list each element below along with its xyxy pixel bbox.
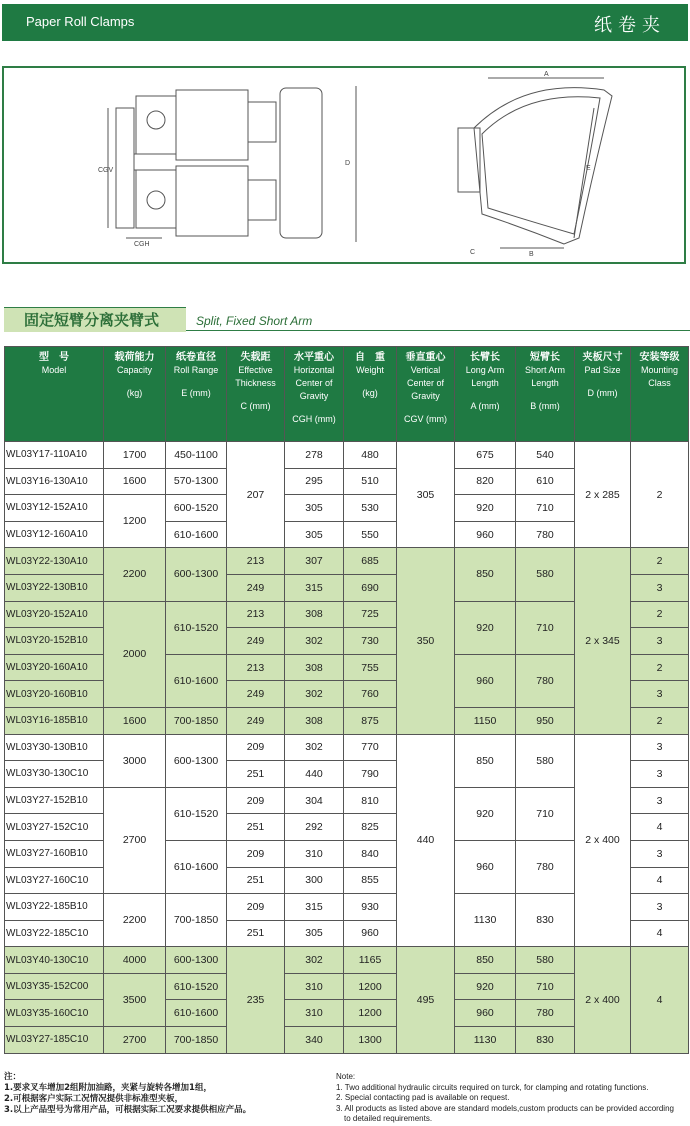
column-header-zh: 短臂长 <box>530 352 560 363</box>
cell-model: WL03Y16-130A10 <box>5 468 104 495</box>
cell-cgh: 300 <box>285 867 344 894</box>
cell-range: 610-1520 <box>166 787 227 840</box>
cell-model: WL03Y22-185B10 <box>5 894 104 921</box>
cell-weight: 930 <box>344 894 397 921</box>
cell-cls: 2 <box>631 442 689 548</box>
cell-capacity: 3500 <box>104 973 166 1026</box>
clamp-drawing-svg <box>4 68 684 262</box>
note-zh-3: 3.以上产品型号为常用产品，可根据实际工况要求提供相应产品。 <box>4 1105 252 1115</box>
cell-range: 610-1520 <box>166 973 227 1000</box>
cell-weight: 685 <box>344 548 397 575</box>
cell-weight: 1200 <box>344 1000 397 1027</box>
cell-model: WL03Y20-152B10 <box>5 628 104 655</box>
cell-model: WL03Y40-130C10 <box>5 947 104 974</box>
cell-cgh: 305 <box>285 521 344 548</box>
column-header-en: Horizontal Center of Gravity <box>293 365 335 401</box>
column-header <box>166 347 227 442</box>
column-header-zh: 纸卷直径 <box>176 352 216 363</box>
cell-model: WL03Y22-130B10 <box>5 574 104 601</box>
cell-b: 780 <box>516 654 575 707</box>
section-title-en: Split, Fixed Short Arm <box>196 314 313 328</box>
cell-cgh: 302 <box>285 734 344 761</box>
cell-cgv: 350 <box>397 548 455 734</box>
cell-cls: 4 <box>631 814 689 841</box>
cell-cgv: 495 <box>397 947 455 1053</box>
cell-c: 249 <box>227 707 285 734</box>
cell-weight: 960 <box>344 920 397 947</box>
cell-capacity: 2000 <box>104 601 166 707</box>
notes-chinese <box>4 1072 251 1116</box>
label-cgh: CGH <box>134 241 150 248</box>
cell-c: 249 <box>227 681 285 708</box>
cell-b: 710 <box>516 787 575 840</box>
cell-model: WL03Y35-160C10 <box>5 1000 104 1027</box>
cell-c: 209 <box>227 840 285 867</box>
cell-pad: 2 x 345 <box>575 548 631 734</box>
cell-a: 960 <box>455 654 516 707</box>
cell-model: WL03Y20-160B10 <box>5 681 104 708</box>
cell-cgh: 302 <box>285 947 344 974</box>
cell-cgv: 440 <box>397 734 455 947</box>
cell-capacity: 4000 <box>104 947 166 974</box>
cell-a: 920 <box>455 495 516 522</box>
cell-model: WL03Y30-130B10 <box>5 734 104 761</box>
cell-cls: 4 <box>631 867 689 894</box>
column-header-zh: 安装等级 <box>639 352 680 363</box>
cell-model: WL03Y20-152A10 <box>5 601 104 628</box>
column-header-en: Pad Size <box>584 365 621 375</box>
cell-b: 780 <box>516 840 575 893</box>
cell-weight: 755 <box>344 654 397 681</box>
column-header-en: Capacity <box>116 365 152 375</box>
cell-model: WL03Y20-160A10 <box>5 654 104 681</box>
cell-capacity: 1200 <box>104 495 166 548</box>
cell-cls: 2 <box>631 548 689 575</box>
cell-weight: 550 <box>344 521 397 548</box>
cell-cgh: 310 <box>285 840 344 867</box>
note-zh-2: 2.可根据客户实际工况情况提供非标准型夹板， <box>4 1094 184 1104</box>
cell-capacity: 3000 <box>104 734 166 787</box>
cell-cls: 4 <box>631 947 689 1053</box>
cell-cls: 4 <box>631 920 689 947</box>
cell-weight: 770 <box>344 734 397 761</box>
cell-weight: 510 <box>344 468 397 495</box>
column-header <box>516 347 575 442</box>
cell-cgh: 308 <box>285 654 344 681</box>
cell-a: 920 <box>455 601 516 654</box>
cell-range: 610-1600 <box>166 654 227 707</box>
cell-model: WL03Y30-130C10 <box>5 761 104 788</box>
cell-range: 610-1600 <box>166 521 227 548</box>
cell-capacity: 2200 <box>104 548 166 601</box>
cell-cgh: 308 <box>285 601 344 628</box>
cell-c: 209 <box>227 787 285 814</box>
cell-weight: 875 <box>344 707 397 734</box>
column-header <box>344 347 397 442</box>
cell-capacity: 2700 <box>104 787 166 893</box>
cell-cgh: 440 <box>285 761 344 788</box>
cell-cls: 2 <box>631 654 689 681</box>
column-header <box>227 347 285 442</box>
cell-cls: 3 <box>631 894 689 921</box>
cell-range: 450-1100 <box>166 442 227 469</box>
cell-weight: 1165 <box>344 947 397 974</box>
cell-cls: 3 <box>631 628 689 655</box>
note-en-1: 1. Two additional hydraulic circuits required on turck, for clamping and rotating functions. <box>336 1082 649 1092</box>
cell-cgh: 307 <box>285 548 344 575</box>
cell-model: WL03Y27-160C10 <box>5 867 104 894</box>
cell-cgh: 310 <box>285 973 344 1000</box>
cell-b: 710 <box>516 973 575 1000</box>
cell-weight: 1200 <box>344 973 397 1000</box>
cell-model: WL03Y17-110A10 <box>5 442 104 469</box>
table-row <box>5 442 689 469</box>
cell-a: 1130 <box>455 894 516 947</box>
cell-cls: 3 <box>631 840 689 867</box>
cell-a: 960 <box>455 840 516 893</box>
cell-range: 610-1600 <box>166 1000 227 1027</box>
cell-cgh: 315 <box>285 894 344 921</box>
column-header-unit: A (mm) <box>470 401 500 411</box>
cell-c: 251 <box>227 867 285 894</box>
cell-c: 213 <box>227 654 285 681</box>
cell-range: 600-1300 <box>166 734 227 787</box>
cell-c: 213 <box>227 548 285 575</box>
cell-cls: 3 <box>631 787 689 814</box>
cell-b: 780 <box>516 1000 575 1027</box>
label-a: A <box>544 71 549 78</box>
page-header <box>2 4 688 41</box>
note-en-3: 3. All products as listed above are standard models,custom products can be provided according <box>336 1103 674 1113</box>
label-cgv: CGV <box>98 167 114 174</box>
notes-english <box>336 1072 674 1125</box>
cell-a: 1130 <box>455 1027 516 1054</box>
cell-range: 610-1600 <box>166 840 227 893</box>
cell-weight: 810 <box>344 787 397 814</box>
cell-weight: 790 <box>344 761 397 788</box>
cell-b: 950 <box>516 707 575 734</box>
cell-range: 610-1520 <box>166 601 227 654</box>
note-en-2: 2. Special contacting pad is available on request. <box>336 1093 510 1102</box>
column-header-unit: (kg) <box>126 388 143 398</box>
column-header-zh: 水平重心 <box>294 352 334 363</box>
cell-range: 700-1850 <box>166 1027 227 1054</box>
header-title-en: Paper Roll Clamps <box>26 14 135 29</box>
cell-cls: 3 <box>631 681 689 708</box>
cell-model: WL03Y27-152B10 <box>5 787 104 814</box>
cell-model: WL03Y12-152A10 <box>5 495 104 522</box>
cell-range: 600-1300 <box>166 947 227 974</box>
cell-a: 920 <box>455 787 516 840</box>
spec-table <box>4 346 689 1054</box>
cell-c: 209 <box>227 894 285 921</box>
cell-weight: 725 <box>344 601 397 628</box>
column-header-en: Model <box>41 365 67 375</box>
table-row <box>5 548 689 575</box>
cell-pad: 2 x 400 <box>575 947 631 1053</box>
cell-weight: 1300 <box>344 1027 397 1054</box>
cell-b: 830 <box>516 894 575 947</box>
cell-cgh: 308 <box>285 707 344 734</box>
cell-weight: 730 <box>344 628 397 655</box>
cell-cgh: 305 <box>285 920 344 947</box>
cell-cls: 3 <box>631 761 689 788</box>
cell-a: 675 <box>455 442 516 469</box>
cell-a: 850 <box>455 734 516 787</box>
cell-a: 850 <box>455 947 516 974</box>
cell-a: 850 <box>455 548 516 601</box>
column-header-unit: (kg) <box>362 388 378 398</box>
cell-b: 580 <box>516 734 575 787</box>
column-header-unit: B (mm) <box>530 401 560 411</box>
cell-model: WL03Y22-185C10 <box>5 920 104 947</box>
cell-weight: 855 <box>344 867 397 894</box>
cell-cls: 2 <box>631 707 689 734</box>
column-header <box>5 347 104 442</box>
column-header-en: Mounting Class <box>640 365 679 388</box>
cell-capacity: 1700 <box>104 442 166 469</box>
cell-c: 251 <box>227 920 285 947</box>
cell-cgh: 315 <box>285 574 344 601</box>
cell-weight: 760 <box>344 681 397 708</box>
cell-capacity: 1600 <box>104 468 166 495</box>
cell-b: 780 <box>516 521 575 548</box>
cell-capacity: 2700 <box>104 1027 166 1054</box>
column-header <box>397 347 455 442</box>
cell-c: 249 <box>227 574 285 601</box>
cell-weight: 840 <box>344 840 397 867</box>
note-en-0: Note: <box>336 1072 356 1081</box>
cell-c: 251 <box>227 814 285 841</box>
column-header-unit: CGV (mm) <box>404 414 447 424</box>
cell-pad: 2 x 400 <box>575 734 631 947</box>
cell-b: 610 <box>516 468 575 495</box>
column-header-zh: 自 重 <box>355 352 385 363</box>
cell-cls: 3 <box>631 734 689 761</box>
column-header-zh: 长臂长 <box>470 352 500 363</box>
cell-cgh: 278 <box>285 442 344 469</box>
cell-c: 213 <box>227 601 285 628</box>
header-title-zh: 纸卷夹 <box>594 15 666 36</box>
column-header-en: Roll Range <box>173 365 219 375</box>
cell-pad: 2 x 285 <box>575 442 631 548</box>
column-header-zh: 夹板尺寸 <box>582 352 623 363</box>
table-row <box>5 947 689 974</box>
cell-range: 600-1520 <box>166 495 227 522</box>
label-b: B <box>529 251 534 258</box>
cell-range: 700-1850 <box>166 707 227 734</box>
cell-a: 1150 <box>455 707 516 734</box>
section-title-zh: 固定短臂分离夹臂式 <box>24 311 160 329</box>
cell-b: 540 <box>516 442 575 469</box>
cell-model: WL03Y27-160B10 <box>5 840 104 867</box>
cell-cls: 2 <box>631 601 689 628</box>
cell-model: WL03Y16-185B10 <box>5 707 104 734</box>
cell-c: 249 <box>227 628 285 655</box>
cell-cgh: 310 <box>285 1000 344 1027</box>
cell-b: 710 <box>516 601 575 654</box>
column-header-en: Short Arm Length <box>524 365 565 388</box>
cell-c: 235 <box>227 947 285 1053</box>
column-header <box>285 347 344 442</box>
column-header <box>104 347 166 442</box>
note-en-4: to detailed requirements. <box>344 1114 433 1123</box>
cell-c: 209 <box>227 734 285 761</box>
cell-model: WL03Y27-152C10 <box>5 814 104 841</box>
cell-b: 830 <box>516 1027 575 1054</box>
cell-cgh: 304 <box>285 787 344 814</box>
column-header-zh: 载荷能力 <box>114 352 155 363</box>
cell-cgh: 340 <box>285 1027 344 1054</box>
cell-range: 600-1300 <box>166 548 227 601</box>
column-header-unit: D (mm) <box>587 388 618 398</box>
cell-cls: 3 <box>631 574 689 601</box>
column-header-unit: C (mm) <box>240 401 271 411</box>
column-header <box>455 347 516 442</box>
column-header-zh: 垂直重心 <box>405 352 446 363</box>
cell-cgv: 305 <box>397 442 455 548</box>
cell-a: 960 <box>455 1000 516 1027</box>
table-row <box>5 734 689 761</box>
cell-range: 700-1850 <box>166 894 227 947</box>
cell-capacity: 2200 <box>104 894 166 947</box>
cell-cgh: 302 <box>285 628 344 655</box>
cell-capacity: 1600 <box>104 707 166 734</box>
cell-range: 570-1300 <box>166 468 227 495</box>
column-header <box>631 347 689 442</box>
cell-c: 251 <box>227 761 285 788</box>
cell-weight: 480 <box>344 442 397 469</box>
column-header-en: Long Arm Length <box>465 365 505 388</box>
cell-cgh: 292 <box>285 814 344 841</box>
column-header-unit: CGH (mm) <box>292 414 336 424</box>
column-header-zh: 失载距 <box>240 352 271 363</box>
cell-weight: 690 <box>344 574 397 601</box>
cell-cgh: 302 <box>285 681 344 708</box>
note-zh-1: 1.要求叉车增加2组附加油路，夹紧与旋转各增加1组， <box>4 1083 212 1093</box>
cell-a: 820 <box>455 468 516 495</box>
cell-c: 207 <box>227 442 285 548</box>
column-header-zh: 型 号 <box>39 352 69 363</box>
cell-cgh: 295 <box>285 468 344 495</box>
column-header <box>575 347 631 442</box>
cell-b: 580 <box>516 947 575 974</box>
cell-cgh: 305 <box>285 495 344 522</box>
column-header-en: Effective Thickness <box>235 365 276 388</box>
column-header-en: Vertical Center of Gravity <box>406 365 445 401</box>
section-divider <box>186 330 690 331</box>
cell-weight: 530 <box>344 495 397 522</box>
cell-model: WL03Y27-185C10 <box>5 1027 104 1054</box>
column-header-en: Weight <box>356 365 384 375</box>
cell-b: 710 <box>516 495 575 522</box>
column-header-unit: E (mm) <box>181 388 211 398</box>
cell-a: 960 <box>455 521 516 548</box>
label-e: E <box>586 165 591 172</box>
label-c: C <box>470 249 476 256</box>
label-d: D <box>345 160 351 167</box>
cell-model: WL03Y22-130A10 <box>5 548 104 575</box>
section-heading <box>0 307 690 331</box>
cell-a: 920 <box>455 973 516 1000</box>
cell-weight: 825 <box>344 814 397 841</box>
cell-model: WL03Y35-152C00 <box>5 973 104 1000</box>
note-zh-0: 注： <box>4 1072 22 1082</box>
technical-drawing <box>2 66 686 264</box>
cell-b: 580 <box>516 548 575 601</box>
cell-model: WL03Y12-160A10 <box>5 521 104 548</box>
